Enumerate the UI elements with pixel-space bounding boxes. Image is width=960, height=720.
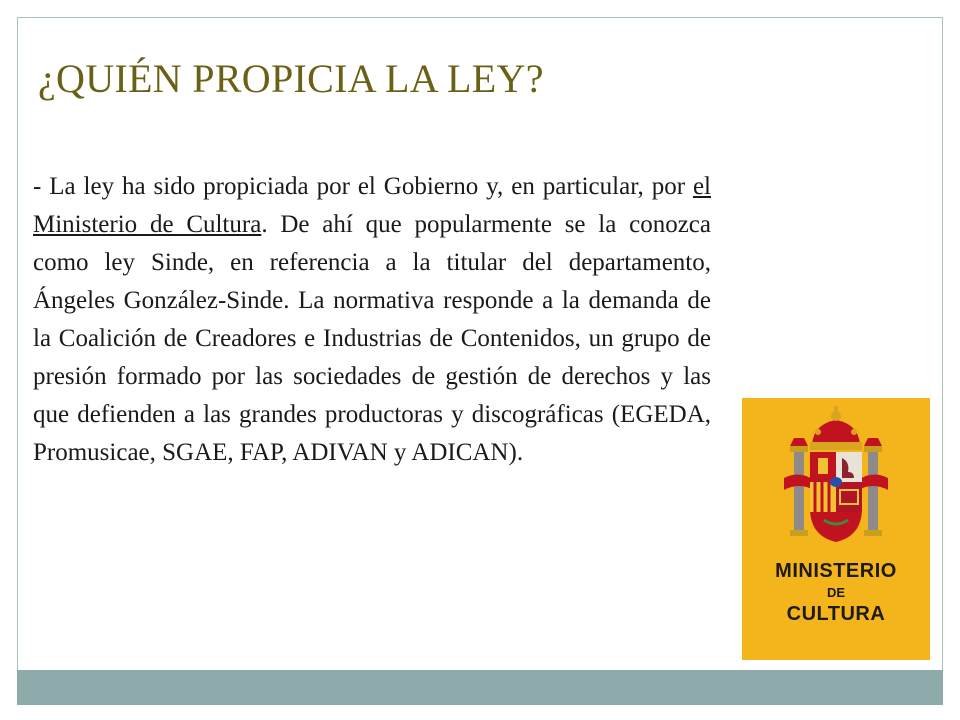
body-text-end: . De ahí que popularmente se la conozca como ley Sinde, en referencia a la titular del departamento, Ángeles González-Sinde. La normativa responde a la demanda de la Coalición de Creadores e Industrias de Contenidos, un grupo de presión formado por las sociedades de gestión de derechos y las que defienden a las grandes productoras y discográficas (EGEDA, Promusicae, SGAE, FAP, ADIVAN y ADICAN). xyxy=(33,211,711,466)
ministerio-de-cultura-link[interactable]: el Ministerio de Cultura xyxy=(33,173,711,238)
coat-of-arms-icon xyxy=(742,398,930,558)
body-text-start: - La ley ha sido propiciada por el Gobierno y, en particular, por xyxy=(33,173,693,200)
crown xyxy=(810,406,862,450)
logo-line-de: DE xyxy=(826,585,846,600)
ministerio-de-cultura-logo xyxy=(742,398,930,660)
slide-title: ¿QUIÉN PROPICIA LA LEY? xyxy=(38,56,544,101)
left-pillar xyxy=(784,438,814,536)
slide-body xyxy=(33,168,711,472)
logo-line-ministerio: MINISTERIO xyxy=(775,560,897,582)
right-pillar xyxy=(858,438,888,536)
shield xyxy=(810,452,862,542)
bottom-bar xyxy=(17,670,943,705)
logo-line-cultura: CULTURA xyxy=(786,603,886,625)
